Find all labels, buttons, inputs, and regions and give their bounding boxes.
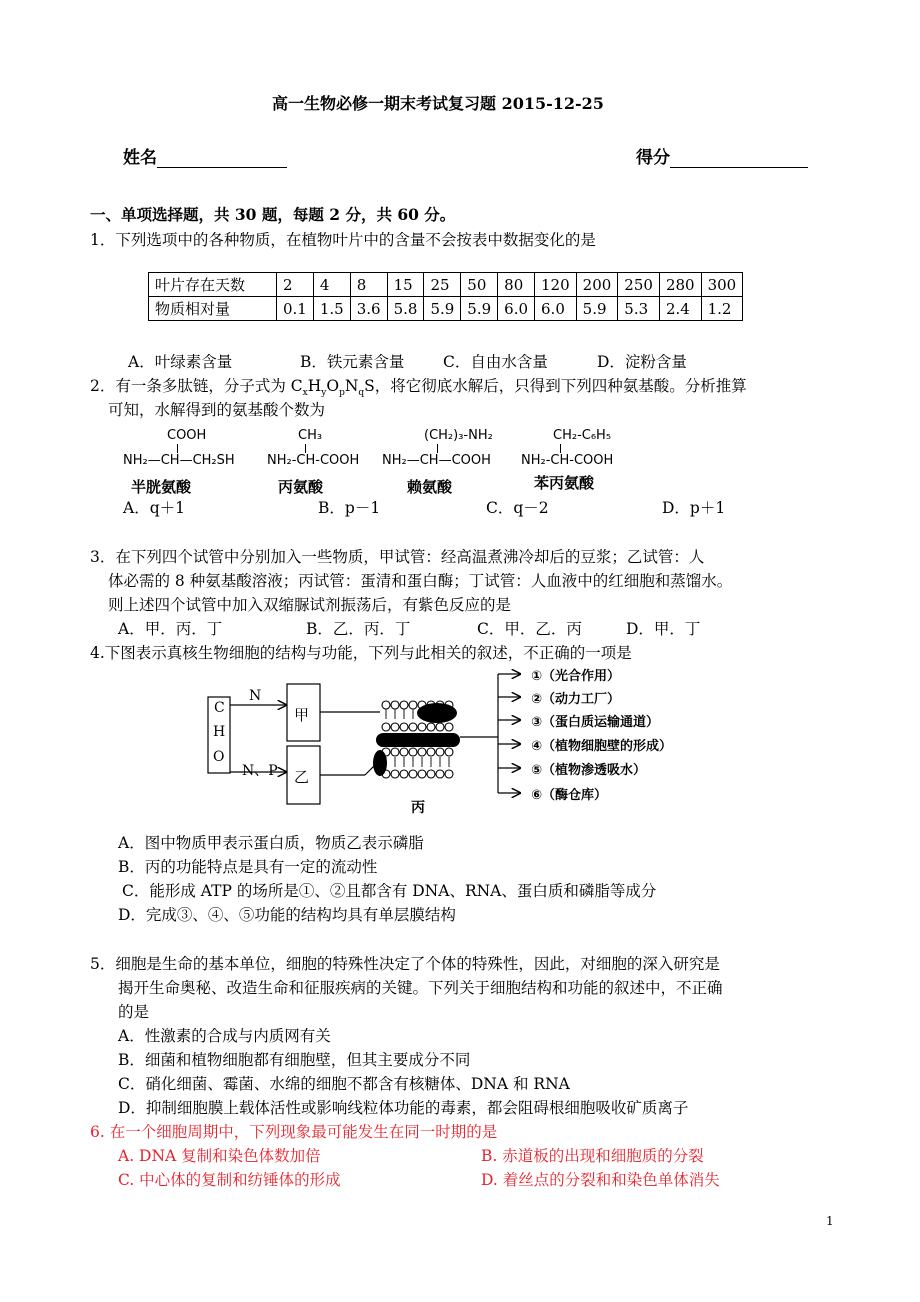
table-cell: 5.9 xyxy=(461,297,498,321)
q5-option-c: C．硝化细菌、霉菌、水绵的细胞不都含有核糖体、DNA 和 RNA xyxy=(118,1075,570,1093)
element-h: H xyxy=(213,724,226,740)
q6-option-d: D. 着丝点的分裂和和染色单体消失 xyxy=(481,1171,720,1189)
lysine-name: 赖氨酸 xyxy=(407,478,453,496)
q2-stem-line2: 可知，水解得到的氨基酸个数为 xyxy=(108,401,326,419)
table-cell: 8 xyxy=(350,273,387,297)
q1-stem: 1．下列选项中的各种物质，在植物叶片中的含量不会按表中数据变化的是 xyxy=(90,231,596,249)
q5-stem-line2: 揭开生命奥秘、改造生命和征服疾病的关键。下列关于细胞结构和功能的叙述中，不正确 xyxy=(118,979,723,997)
element-c: C xyxy=(214,700,225,716)
q3-option-b: B．乙．丙．丁 xyxy=(306,620,411,638)
alanine-name: 丙氨酸 xyxy=(278,478,324,496)
q6-option-b: B. 赤道板的出现和细胞质的分裂 xyxy=(481,1147,704,1165)
formula-n: N xyxy=(344,377,359,395)
function-label-6: ⑥（酶仓库） xyxy=(531,788,608,803)
q5-stem-line1: 5．细胞是生命的基本单位，细胞的特殊性决定了个体的特殊性，因此，对细胞的深入研究是 xyxy=(90,955,720,973)
table-cell: 300 xyxy=(701,273,743,297)
table-header-amount: 物质相对量 xyxy=(149,297,277,321)
phenylalanine-backbone: NH₂-CH-COOH xyxy=(521,453,614,468)
table-cell: 0.1 xyxy=(277,297,314,321)
arrow-label-np: N、P xyxy=(242,763,278,779)
table-cell: 120 xyxy=(535,273,577,297)
q6-option-c: C. 中心体的复制和纺锤体的形成 xyxy=(118,1171,341,1189)
table-cell: 15 xyxy=(387,273,424,297)
table-cell: 6.0 xyxy=(535,297,577,321)
function-label-3: ③（蛋白质运输通道） xyxy=(531,715,660,730)
q3-option-c: C．甲．乙．丙 xyxy=(477,620,582,638)
table-cell: 280 xyxy=(659,273,701,297)
function-label-5: ⑤（植物渗透吸水） xyxy=(531,763,647,778)
protein-bottom xyxy=(373,750,387,776)
q1-option-a: A．叶绿素含量 xyxy=(128,353,233,371)
q1-option-b: B．铁元素含量 xyxy=(300,353,405,371)
formula-sub-y: y xyxy=(321,388,327,399)
page-title: 高一生物必修一期末考试复习题 2015-12-25 xyxy=(272,94,604,113)
table-cell: 2.4 xyxy=(659,297,701,321)
protein-transmembrane xyxy=(376,733,460,747)
cysteine-name: 半胱氨酸 xyxy=(131,478,192,496)
table-header-days: 叶片存在天数 xyxy=(149,273,277,297)
table-cell: 50 xyxy=(461,273,498,297)
label-jia: 甲 xyxy=(294,706,310,724)
q4-option-b: B．丙的功能特点是具有一定的流动性 xyxy=(118,858,378,876)
q3-stem-line1: 3．在下列四个试管中分别加入一些物质，甲试管：经高温煮沸冷却后的豆浆；乙试管：人 xyxy=(90,548,705,566)
label-yi: 乙 xyxy=(294,768,310,786)
q5-option-a: A．性激素的合成与内质网有关 xyxy=(118,1027,331,1045)
q1-option-d: D．淀粉含量 xyxy=(597,353,687,371)
q2-option-c: C．q－2 xyxy=(486,499,549,517)
lysine-side-chain: (CH₂)₃-NH₂ xyxy=(424,428,493,443)
table-cell: 5.8 xyxy=(387,297,424,321)
table-cell: 5.9 xyxy=(424,297,461,321)
table-cell: 80 xyxy=(498,273,535,297)
formula-s: S xyxy=(364,377,375,395)
arrow-label-n: N xyxy=(249,688,262,704)
name-label: 姓名 xyxy=(123,148,157,168)
formula-sub-q: q xyxy=(358,388,365,399)
element-o: O xyxy=(213,749,225,765)
table-cell: 250 xyxy=(618,273,660,297)
q4-option-d: D．完成③、④、⑤功能的结构均具有单层膜结构 xyxy=(118,906,456,924)
q3-option-d: D．甲．丁 xyxy=(626,620,701,638)
section-heading: 一、单项选择题，共 30 题，每题 2 分，共 60 分。 xyxy=(90,205,456,224)
q3-stem-line3: 则上述四个试管中加入双缩脲试剂振荡后，有紫色反应的是 xyxy=(108,596,512,614)
q2-stem-part: ，将它彻底水解后，只得到下列四种氨基酸。分析推算 xyxy=(374,377,747,395)
membrane-bilayer xyxy=(373,701,460,778)
lysine-backbone: NH₂—CH—COOH xyxy=(382,453,491,468)
label-bing: 丙 xyxy=(411,800,425,816)
q2-option-a: A．q＋1 xyxy=(123,499,185,517)
formula-o: O xyxy=(326,377,340,395)
table-cell: 5.3 xyxy=(618,297,660,321)
q6-option-a: A. DNA 复制和染色体数加倍 xyxy=(118,1147,321,1165)
q6-stem: 6. 在一个细胞周期中，下列现象最可能发生在同一时期的是 xyxy=(90,1123,498,1141)
q1-option-c: C．自由水含量 xyxy=(443,353,548,371)
q4-option-c: C．能形成 ATP 的场所是①、②且都含有 DNA、RNA、蛋白质和磷脂等成分 xyxy=(122,882,657,900)
table-cell: 2 xyxy=(277,273,314,297)
table-cell: 3.6 xyxy=(350,297,387,321)
q5-stem-line3: 的是 xyxy=(118,1003,150,1021)
q5-option-d: D．抑制细胞膜上载体活性或影响线粒体功能的毒素，都会阻碍根细胞吸收矿质离子 xyxy=(118,1099,689,1117)
q2-stem-part: 2．有一条多肽链，分子式为 C xyxy=(90,377,303,395)
function-label-2: ②（动力工厂） xyxy=(531,692,621,707)
table-cell: 5.9 xyxy=(576,297,618,321)
q2-option-d: D．p＋1 xyxy=(662,499,726,517)
alanine-side-chain: CH₃ xyxy=(298,428,323,443)
cysteine-side-chain: COOH xyxy=(167,428,207,443)
q4-option-a: A．图中物质甲表示蛋白质，物质乙表示磷脂 xyxy=(118,834,424,852)
table-cell: 6.0 xyxy=(498,297,535,321)
q5-option-b: B．细菌和植物细胞都有细胞壁，但其主要成分不同 xyxy=(118,1051,471,1069)
protein-top xyxy=(417,703,457,723)
cysteine-backbone: NH₂—CH—CH₂SH xyxy=(123,453,235,468)
q4-stem: 4.下图表示真核生物细胞的结构与功能，下列与此相关的叙述，不正确的一项是 xyxy=(90,644,632,662)
function-label-1: ①（光合作用） xyxy=(531,669,621,684)
phenylalanine-side-chain: CH₂-C₆H₅ xyxy=(553,428,612,443)
table-cell: 1.5 xyxy=(313,297,350,321)
table-cell: 4 xyxy=(313,273,350,297)
table-cell: 25 xyxy=(424,273,461,297)
score-label: 得分 xyxy=(636,148,670,168)
phenylalanine-name: 苯丙氨酸 xyxy=(534,474,595,492)
function-label-4: ④（植物细胞壁的形成） xyxy=(531,739,673,754)
formula-h: H xyxy=(307,377,322,395)
table-cell: 200 xyxy=(576,273,618,297)
q3-option-a: A．甲．丙．丁 xyxy=(118,620,223,638)
q2-option-b: B．p－1 xyxy=(318,499,381,517)
q3-stem-line2: 体必需的 8 种氨基酸溶液；丙试管：蛋清和蛋白酶；丁试管：人血液中的红细胞和蒸馏水。 xyxy=(108,572,733,590)
alanine-backbone: NH₂-CH-COOH xyxy=(267,453,360,468)
formula-sub-p: p xyxy=(339,388,345,399)
table-cell: 1.2 xyxy=(701,297,743,321)
formula-sub-x: x xyxy=(302,388,308,399)
page-number: 1 xyxy=(826,1214,834,1228)
